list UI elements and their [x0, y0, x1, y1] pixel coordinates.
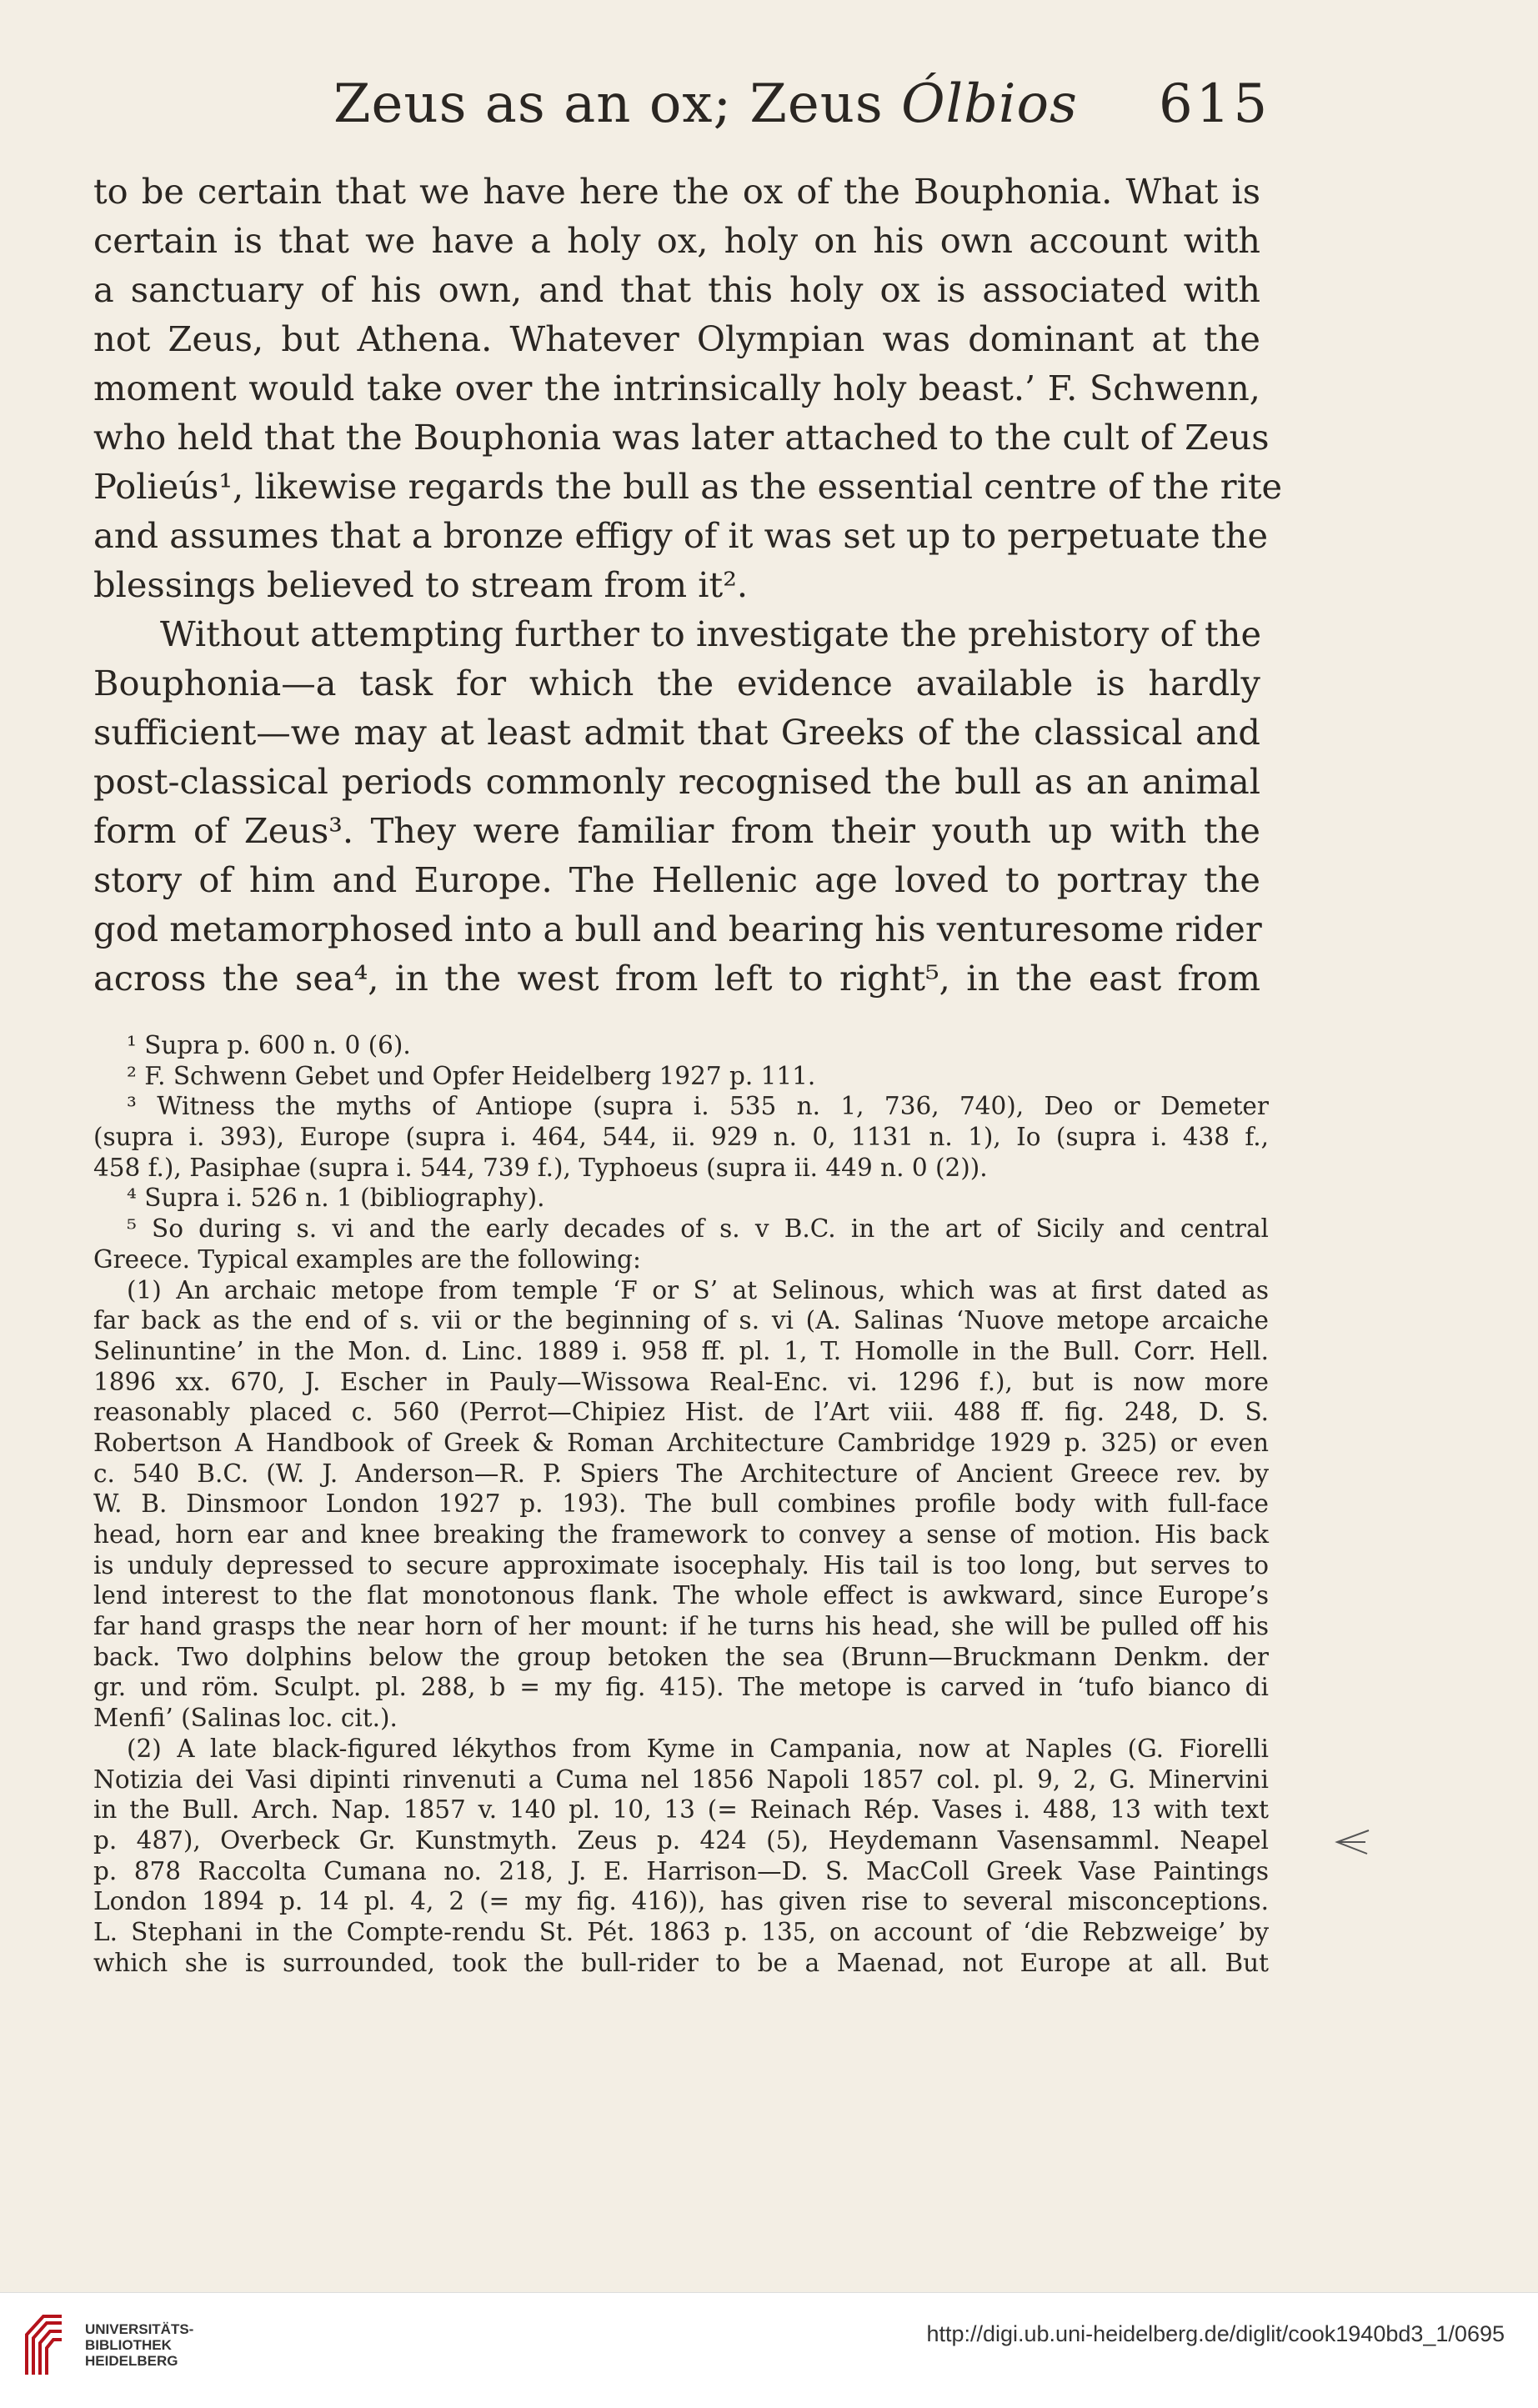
- footnote-line: far back as the end of s. vii or the beginning of s. vi (A. Salinas ‘Nuove metope arcaiche: [93, 1306, 1269, 1335]
- footnote-line: 458 f.), Pasiphae (supra i. 544, 739 f.), Typhoeus (supra ii. 449 n. 0 (2)).: [93, 1153, 988, 1182]
- institution-line: UNIVERSITÄTS-: [85, 2321, 194, 2337]
- footnote-line: p. 487), Overbeck Gr. Kunstmyth. Zeus p. 424 (5), Heydemann Vasensamml. Neapel: [93, 1825, 1269, 1855]
- text-line: moment would take over the intrinsically holy beast.’ F. Schwenn,: [93, 368, 1260, 408]
- footnote-line: back. Two dolphins below the group betoken the sea (Brunn—Bruckmann Denkm. der: [93, 1642, 1269, 1671]
- footnotes: [93, 1030, 1269, 1978]
- footnote-line: Greece. Typical examples are the following:: [93, 1244, 641, 1274]
- footnote-line: ¹ Supra p. 600 n. 0 (6).: [127, 1031, 411, 1059]
- footnote-line: in the Bull. Arch. Nap. 1857 v. 140 pl. 10, 13 (= Reinach Rép. Vases i. 488, 13 with text: [93, 1795, 1269, 1825]
- running-title: [333, 73, 1078, 135]
- text-line: not Zeus, but Athena. Whatever Olympian was dominant at the: [93, 318, 1260, 359]
- footnote-line: is unduly depressed to secure approximate isocephaly. His tail is too long, but serves to: [93, 1550, 1269, 1579]
- footnote-line: far hand grasps the near horn of her mount: if he turns his head, she will be pulled off his: [93, 1612, 1269, 1641]
- text-line: across the sea⁴, in the west from left to right⁵, in the east from: [93, 958, 1260, 999]
- footnote-line: Notizia dei Vasi dipinti rinvenuti a Cuma nel 1856 Napoli 1857 col. pl. 9, 2, G. Minervini: [93, 1765, 1269, 1794]
- university-library-logo-icon: [18, 2310, 70, 2378]
- footnote-line: (2) A late black-figured lékythos from Kyme in Campania, now at Naples (G. Fiorelli: [127, 1734, 1269, 1763]
- institution-name: [85, 2321, 193, 2369]
- footnote-line: ⁴ Supra i. 526 n. 1 (bibliography).: [127, 1184, 545, 1213]
- footnote-line: 1896 xx. 670, J. Escher in Pauly—Wissowa Real-Enc. vi. 1296 f.), but is now more: [93, 1367, 1269, 1396]
- text-line: post-classical periods commonly recognised the bull as an animal: [93, 761, 1260, 802]
- footnote-line: ³ Witness the myths of Antiope (supra i. 535 n. 1, 736, 740), Deo or Demeter: [127, 1092, 1269, 1121]
- text-line: a sanctuary of his own, and that this holy ox is associated with: [93, 269, 1260, 310]
- footnote-line: p. 878 Raccolta Cumana no. 218, J. E. Harrison—D. S. MacColl Greek Vase Paintings: [93, 1856, 1269, 1885]
- footnote-line: c. 540 B.C. (W. J. Anderson—R. P. Spiers The Architecture of Ancient Greece rev. by: [93, 1459, 1269, 1488]
- text-line: Polieús¹, likewise regards the bull as the essential centre of the rite: [93, 466, 1283, 507]
- footnote-line: ² F. Schwenn Gebet und Opfer Heidelberg 1927 p. 111.: [127, 1061, 816, 1090]
- footnote-line: head, horn ear and knee breaking the framework to convey a sense of motion. His back: [93, 1520, 1269, 1549]
- margin-pencil-arrow-icon: [1332, 1827, 1370, 1857]
- running-header: [0, 73, 1538, 148]
- footnote-line: gr. und röm. Sculpt. pl. 288, b = my fig. 415). The metope is carved in ‘tufo bianco di: [93, 1673, 1269, 1702]
- footnote-line: (supra i. 393), Europe (supra i. 464, 544, ii. 929 n. 0, 1131 n. 1), Io (supra i. 438 f.,: [93, 1123, 1269, 1152]
- text-line: Bouphonia—a task for which the evidence available is hardly: [93, 663, 1260, 703]
- footnote-line: Selinuntine’ in the Mon. d. Linc. 1889 i. 958 ff. pl. 1, T. Homolle in the Bull. Corr. Hell.: [93, 1336, 1269, 1365]
- library-footer: [0, 2292, 1538, 2408]
- permalink-url[interactable]: http://digi.ub.uni-heidelberg.de/diglit/cook1940bd3_1/0695: [926, 2321, 1505, 2346]
- institution-line: HEIDELBERG: [85, 2353, 178, 2369]
- text-line: Without attempting further to investigate the prehistory of the: [160, 613, 1262, 654]
- footnote-line: (1) An archaic metope from temple ‘F or S’ at Selinous, which was at first dated as: [127, 1275, 1269, 1304]
- text-line: to be certain that we have here the ox of the Bouphonia. What is: [93, 171, 1260, 212]
- footnote-line: lend interest to the flat monotonous flank. The whole effect is awkward, since Europe’s: [93, 1581, 1269, 1610]
- text-line: sufficient—we may at least admit that Greeks of the classical and: [93, 712, 1260, 753]
- text-line: who held that the Bouphonia was later attached to the cult of Zeus: [93, 417, 1270, 458]
- text-line: form of Zeus³. They were familiar from their youth up with the: [93, 810, 1260, 851]
- text-line: story of him and Europe. The Hellenic age loved to portray the: [93, 859, 1260, 900]
- page-number: 615: [1159, 73, 1271, 135]
- institution-line: BIBLIOTHEK: [85, 2337, 172, 2353]
- text-line: certain is that we have a holy ox, holy on his own account with: [93, 220, 1260, 261]
- footnote-line: Robertson A Handbook of Greek & Roman Architecture Cambridge 1929 p. 325) or even: [93, 1428, 1269, 1457]
- footnote-line: London 1894 p. 14 pl. 4, 2 (= my fig. 416)), has given rise to several misconceptions.: [93, 1887, 1269, 1916]
- footnote-line: which she is surrounded, took the bull-rider to be a Maenad, not Europe at all. But: [93, 1948, 1269, 1977]
- footnote-line: W. B. Dinsmoor London 1927 p. 193). The bull combines profile body with full-face: [93, 1489, 1269, 1519]
- running-title-italic: Ólbios: [901, 73, 1078, 135]
- footnote-line: reasonably placed c. 560 (Perrot—Chipiez Hist. de l’Art viii. 488 ff. fig. 248, D. S.: [93, 1398, 1269, 1427]
- text-line: blessings believed to stream from it².: [93, 564, 749, 605]
- main-text: [93, 167, 1283, 1003]
- text-line: and assumes that a bronze effigy of it was set up to perpetuate the: [93, 515, 1269, 556]
- running-title-text: Zeus as an ox; Zeus: [333, 73, 902, 135]
- footnote-line: ⁵ So during s. vi and the early decades of s. v B.C. in the art of Sicily and central: [127, 1214, 1269, 1244]
- footnote-line: L. Stephani in the Compte-rendu St. Pét. 1863 p. 135, on account of ‘die Rebzweige’ by: [93, 1917, 1269, 1946]
- text-line: god metamorphosed into a bull and bearing his venturesome rider: [93, 909, 1262, 949]
- footnote-line: Menfi’ (Salinas loc. cit.).: [93, 1704, 398, 1733]
